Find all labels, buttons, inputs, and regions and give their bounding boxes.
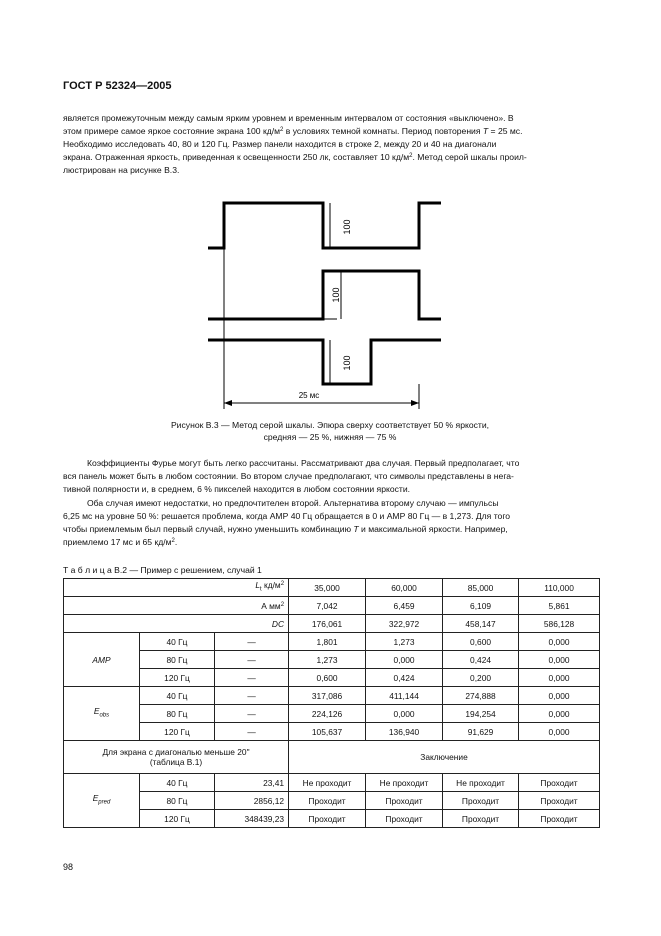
waveform-top [208,203,441,248]
table-row: 80 Гц — 224,126 0,000 194,254 0,000 [64,705,600,723]
dimension-label-top: 100 [342,219,352,235]
row-label-area: А $мм^2$ [64,597,289,615]
table-row: DC 176,061 322,972 458,147 586,128 [64,615,600,633]
document-header: ГОСТ Р 52324—2005 [63,80,172,92]
results-table [63,578,600,828]
line: экрана. Отраженная яркость, приведенная к освещенности 250 лк, составляет 10 $кд/м^2$. Метод серой шкалы проил- [63,151,527,162]
line: Коэффициенты Фурье могут быть легко рассчитаны. Рассматривают два случая. Первый предполагает, что [87,458,520,468]
dimension-label-middle: 100 [331,287,341,303]
row-label-luminance: $L_t$ $кд/м^2$ [64,579,289,597]
paragraph-1 [63,112,599,177]
line: тивной полярности и, в среднем, 6 % пикселей находится в любом состоянии яркости. [63,483,411,494]
line: вся панель может быть в любом состоянии. Во втором случае предполагают, что символы представлены в нега- [63,470,514,481]
line: чтобы приемлемым был первый случай, нужно уменьшить комбинацию T и максимальной яркости. Например, [63,523,508,534]
dimension-label-period: 25 мс [298,391,320,400]
line: приемлемо 17 мс и 65 $кд/м^2$. [63,536,178,547]
paragraph-2 [63,457,599,496]
table-row: 80 Гц 2856,12 Проходит Проходит Проходит Проходит [64,792,600,810]
figure-caption: Рисунок В.3 — Метод серой шкалы. Эпюра сверху соответствует 50 % яркости, средняя — 25 %, нижняя — 75 % [170,420,490,442]
row-label-dc: DC [64,615,289,633]
gray-scale-diagram [205,195,445,410]
waveform-bottom [208,340,441,384]
row-group-eobs: $E_{obs}$ [64,687,140,741]
line: этом примере самое яркое состояние экрана 100 $кд/м^2$ в условиях темной комнаты. Период повторения T = 25 мс. [63,125,523,136]
waveform-middle [208,271,441,319]
line: 6,25 мс на уровне 50 %: решается проблема, когда АМР 40 Гц обращается в 0 и АМР 80 Гц — в 1,273. Для того [63,510,511,521]
row-group-amp: AMP [64,633,140,687]
table-row: 120 Гц 348439,23 Проходит Проходит Проходит Проходит [64,810,600,828]
line: является промежуточным между самым ярким уровнем и временным интервалом от состояния «выключено». В [63,113,514,123]
table-row: 120 Гц — 105,637 136,940 91,629 0,000 [64,723,600,741]
table-row: $E_{obs}$ 40 Гц — 317,086 411,144 274,888 0,000 [64,687,600,705]
table-row: А $мм^2$ 7,042 6,459 6,109 5,861 [64,597,600,615]
screen-condition-cell: Для экрана с диагональю меньше 20" (таблица В.1) [64,741,289,774]
line: Оба случая имеют недостатки, но предпочтителен второй. Альтернатива второму случаю — импульсы [87,498,499,508]
line: Необходимо исследовать 40, 80 и 120 Гц. Размер панели находится в строке 2, между 20 и 40 на диагонали [63,138,497,149]
table-row: AMP 40 Гц — 1,801 1,273 0,600 0,000 [64,633,600,651]
dimension-label-bottom: 100 [342,355,352,371]
table-row [64,741,600,774]
line: люстрирован на рисунке В.3. [63,164,180,175]
table-row: $E_{pred}$ 40 Гц 23,41 Не проходит Не проходит Не проходит Проходит [64,774,600,792]
paragraph-3 [63,497,599,549]
table-row: $L_t$ $кд/м^2$ 35,000 60,000 85,000 110,000 [64,579,600,597]
table-row: 80 Гц — 1,273 0,000 0,424 0,000 [64,651,600,669]
table-row: 120 Гц — 0,600 0,424 0,200 0,000 [64,669,600,687]
row-group-epred: $E_{pred}$ [64,774,140,828]
page-number: 98 [63,862,74,872]
conclusion-header: Заключение [289,741,600,774]
table-title: Т а б л и ц а В.2 — Пример с решением, случай 1 [63,565,262,575]
